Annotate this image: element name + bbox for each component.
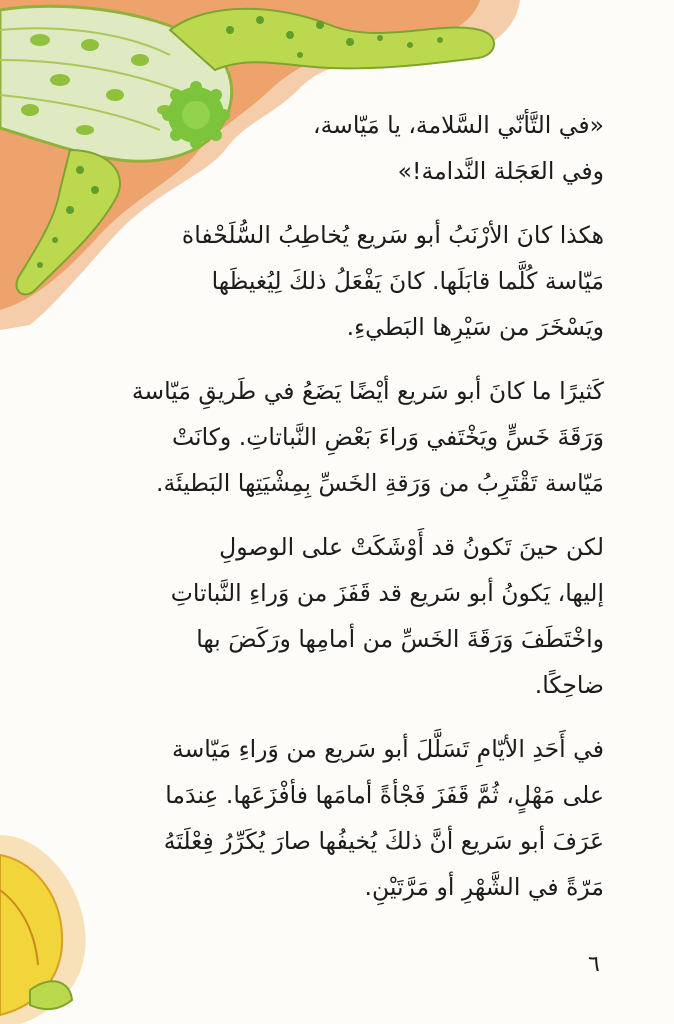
text-line: «في التَّأنّي السَّلامة، يا مَيّاسة، — [312, 111, 604, 139]
text-line: إليها، يَكونُ أبو سَريع قد قَفَزَ من وَراءِ النَّباتاتِ — [170, 579, 604, 607]
story-text — [44, 102, 604, 928]
paragraph-5 — [44, 726, 604, 910]
text-line: مَرّةً في الشَّهْرِ أو مَرَّتَيْنِ. — [364, 873, 604, 901]
text-line: مَيّاسة كُلَّما قابَلَها. كانَ يَفْعَلُ ذلكَ لِيُغيظَها — [211, 267, 604, 295]
text-line: على مَهْلٍ، ثُمَّ قَفَزَ فَجْأةً أمامَها فأفْزَعَها. عِندَما — [165, 781, 604, 809]
text-line: عَرَفَ أبو سَريع أنَّ ذلكَ يُخيفُها صارَ يُكَرِّرُ فِعْلَتَهُ — [163, 827, 604, 855]
text-line: وَرَقَةَ خَسٍّ ويَخْتَفي وَراءَ بَعْضِ النَّباتاتِ. وكانَتْ — [171, 423, 604, 451]
text-line: مَيّاسة تَقْتَرِبُ من وَرَقةِ الخَسِّ بِمِشْيَتِها البَطيئَة. — [156, 469, 604, 497]
text-line: هكذا كانَ الأرْنَبُ أبو سَريع يُخاطِبُ السُّلَحْفاة — [181, 221, 604, 249]
paragraph-4 — [44, 524, 604, 708]
text-line: لكن حينَ تَكونُ قد أَوْشَكَتْ على الوصولِ — [219, 533, 604, 561]
paragraph-2 — [44, 212, 604, 350]
text-line: واخْتَطَفَ وَرَقَةَ الخَسِّ من أمامِها ورَكَضَ بها — [196, 625, 604, 653]
paragraph-1 — [44, 102, 604, 194]
page-number: ٦ — [588, 952, 600, 977]
text-line: ويَسْخَرَ من سَيْرِها البَطيءِ. — [346, 313, 604, 341]
text-line: ضاحِكًا. — [534, 671, 604, 699]
text-line: وفي العَجَلة النَّدامة!» — [397, 157, 604, 185]
paragraph-3 — [44, 368, 604, 506]
text-line: كَثيرًا ما كانَ أبو سَريع أيْضًا يَضَعُ في طَريقِ مَيّاسة — [131, 377, 604, 405]
text-line: في أَحَدِ الأيّامِ تَسَلَّلَ أبو سَريع من وَراءِ مَيّاسة — [171, 735, 604, 763]
